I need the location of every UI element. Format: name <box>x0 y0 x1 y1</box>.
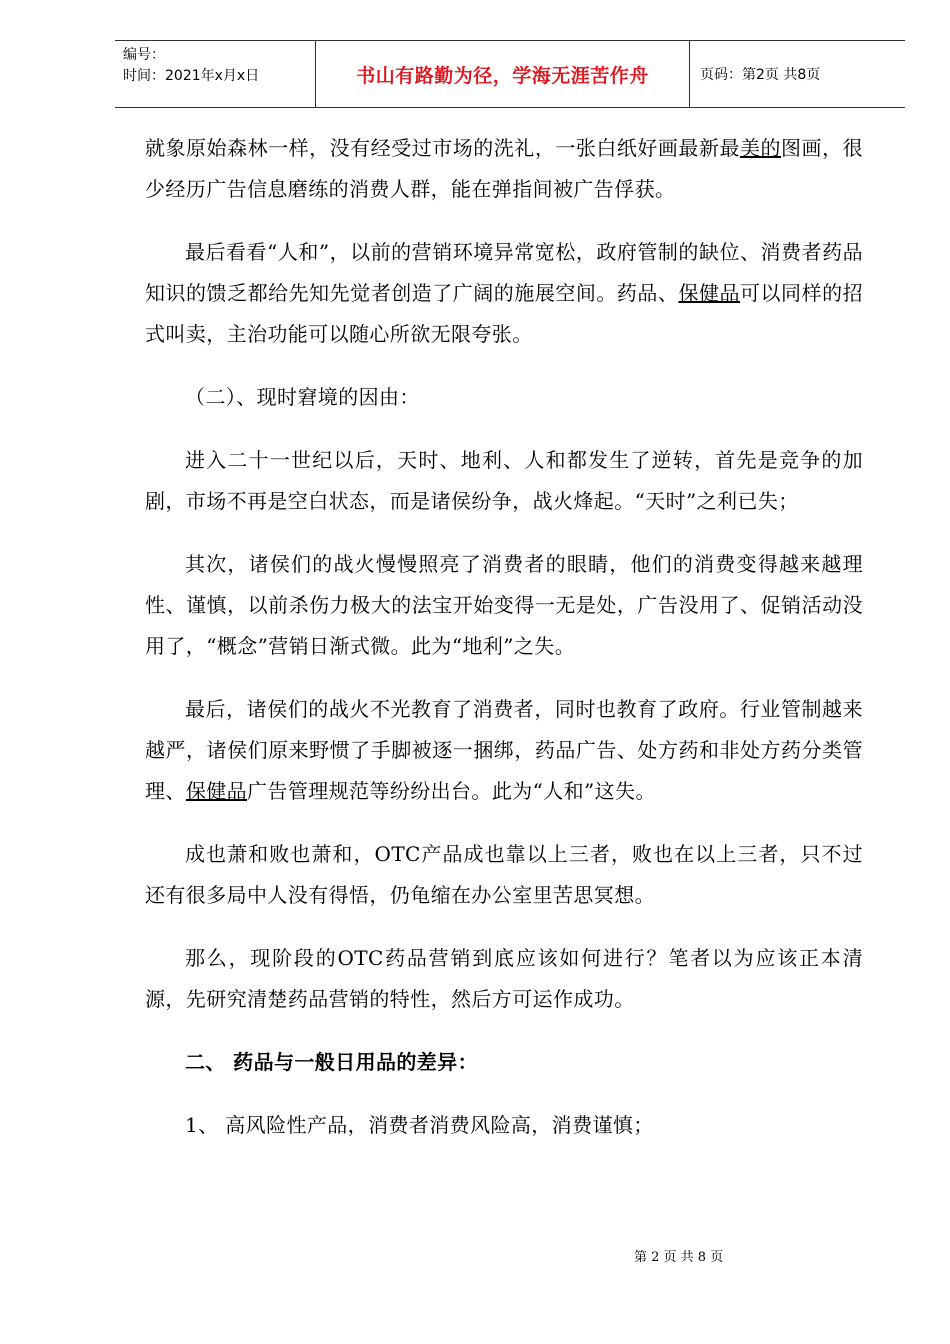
underlined-text: 美的 <box>739 136 782 160</box>
page-header <box>115 40 905 108</box>
paragraph-2: 最后看看“人和”，以前的营销环境异常宽松，政府管制的缺位、消费者药品知识的馈乏都给先知先觉者创造了广阔的施展空间。药品、保健品可以同样的招式叫卖，主治功能可以随心所欲无限夸张。 <box>145 240 864 346</box>
paragraph-3: 进入二十一世纪以后，天时、地利、人和都发生了逆转，首先是竞争的加剧，市场不再是空白状态，而是诸侯纷争，战火烽起。“天时”之利已失； <box>145 448 863 513</box>
document-body <box>145 128 863 1168</box>
paragraph-5: 最后，诸侯们的战火不光教育了消费者，同时也教育了政府。行业管制越来越严，诸侯们原来野惯了手脚被逐一捆绑，药品广告、处方药和非处方药分类管理、保健品广告管理规范等纷纷出台。此为“人和”这失。 <box>145 697 863 803</box>
underlined-text: 保健品 <box>185 779 248 803</box>
header-motto: 书山有路勤为径，学海无涯苦作舟 <box>316 41 690 107</box>
document-time-label: 时间：2021年x月x日 <box>123 68 260 84</box>
underlined-text: 保健品 <box>678 281 741 305</box>
list-item-1: 1、 高风险性产品，消费者消费风险高，消费谨慎； <box>185 1113 654 1137</box>
paragraph-6: 成也萧和败也萧和，OTC产品成也靠以上三者，败也在以上三者，只不过还有很多局中人没有得悟，仍龟缩在办公室里苦思冥想。 <box>145 842 863 907</box>
paragraph-1: 就象原始森林一样，没有经受过市场的洗礼，一张白纸好画最新最美的图画，很少经历广告信息磨练的消费人群，能在弹指间被广告俘获。 <box>145 136 863 201</box>
document-number-label: 编号： <box>123 47 165 63</box>
header-meta <box>115 41 316 107</box>
paragraph-7: 那么，现阶段的OTC药品营销到底应该如何进行？笔者以为应该正本清源，先研究清楚药品营销的特性，然后方可运作成功。 <box>145 946 863 1011</box>
header-page-info: 页码：第2页 共8页 <box>700 67 821 83</box>
section-subheading: （二）、现时窘境的因由： <box>185 385 420 409</box>
section-heading: 二、 药品与一般日用品的差异： <box>185 1050 478 1074</box>
paragraph-4: 其次，诸侯们的战火慢慢照亮了消费者的眼睛，他们的消费变得越来越理性、谨慎，以前杀伤力极大的法宝开始变得一无是处，广告没用了、促销活动没用了，“概念”营销日渐式微。此为“地利”之失。 <box>145 552 863 658</box>
footer-page-number: 第 2 页 共 8 页 <box>634 1250 724 1265</box>
